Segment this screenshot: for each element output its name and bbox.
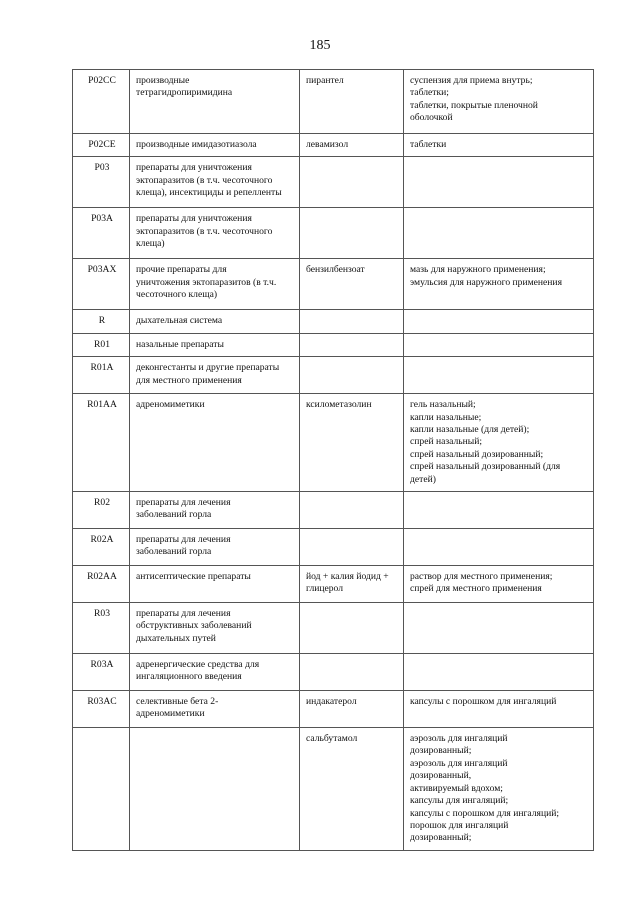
group-name-cell: препараты для лечения обструктивных заболеваний дыхательных путей (130, 603, 300, 654)
group-name-cell: назальные препараты (130, 333, 300, 356)
group-name-cell: производные тетрагидропиримидина (130, 70, 300, 134)
table-row (73, 566, 594, 603)
atc-code-cell: R02 (73, 492, 130, 529)
table-row (73, 310, 594, 333)
table-row (73, 357, 594, 394)
dosage-forms-cell (404, 333, 594, 356)
dosage-forms-cell (404, 157, 594, 208)
drug-name-cell (300, 157, 404, 208)
table-row (73, 603, 594, 654)
group-name-cell: деконгестанты и другие препараты для местного применения (130, 357, 300, 394)
atc-code-cell: P03A (73, 208, 130, 259)
dosage-forms-cell (404, 492, 594, 529)
dosage-forms-cell: гель назальный; капли назальные; капли назальные (для детей); спрей назальный; спрей назальный дозированный; спрей назальный дозированный (для детей) (404, 394, 594, 492)
table-body (73, 70, 594, 851)
drug-name-cell (300, 603, 404, 654)
dosage-forms-cell: раствор для местного применения; спрей для местного применения (404, 566, 594, 603)
drug-name-cell: сальбутамол (300, 728, 404, 851)
dosage-forms-cell: таблетки (404, 134, 594, 157)
table-row (73, 157, 594, 208)
atc-code-cell: R03 (73, 603, 130, 654)
drug-name-cell (300, 654, 404, 691)
group-name-cell: дыхательная система (130, 310, 300, 333)
drug-name-cell (300, 208, 404, 259)
dosage-forms-cell: капсулы с порошком для ингаляций (404, 691, 594, 728)
group-name-cell: адренергические средства для ингаляционного введения (130, 654, 300, 691)
atc-code-cell: R03AC (73, 691, 130, 728)
group-name-cell: препараты для лечения заболеваний горла (130, 492, 300, 529)
drug-name-cell (300, 357, 404, 394)
atc-code-cell: R03A (73, 654, 130, 691)
dosage-forms-cell (404, 654, 594, 691)
atc-code-cell: R02A (73, 529, 130, 566)
drug-name-cell: ксилометазолин (300, 394, 404, 492)
table-row (73, 529, 594, 566)
table-row (73, 208, 594, 259)
dosage-forms-cell (404, 208, 594, 259)
atc-code-cell: P03AX (73, 259, 130, 310)
atc-code-cell: R (73, 310, 130, 333)
drug-name-cell (300, 310, 404, 333)
atc-code-cell: P03 (73, 157, 130, 208)
group-name-cell: препараты для уничтожения эктопаразитов (в т.ч. чесоточного клеща), инсектициды и репелленты (130, 157, 300, 208)
table-row (73, 492, 594, 529)
drug-name-cell (300, 529, 404, 566)
table-row (73, 259, 594, 310)
drug-name-cell: пирантел (300, 70, 404, 134)
table-row (73, 394, 594, 492)
table-row (73, 333, 594, 356)
group-name-cell: производные имидазотиазола (130, 134, 300, 157)
group-name-cell: препараты для уничтожения эктопаразитов (в т.ч. чесоточного клеща) (130, 208, 300, 259)
dosage-forms-cell: мазь для наружного применения; эмульсия для наружного применения (404, 259, 594, 310)
group-name-cell (130, 728, 300, 851)
atc-code-cell: P02CE (73, 134, 130, 157)
atc-code-cell: R01A (73, 357, 130, 394)
atc-code-cell (73, 728, 130, 851)
table-row (73, 134, 594, 157)
drug-name-cell: йод + калия йодид + глицерол (300, 566, 404, 603)
group-name-cell: препараты для лечения заболеваний горла (130, 529, 300, 566)
drug-name-cell: левамизол (300, 134, 404, 157)
drug-name-cell (300, 492, 404, 529)
table-row (73, 691, 594, 728)
drug-table (72, 69, 594, 851)
drug-name-cell (300, 333, 404, 356)
group-name-cell: антисептические препараты (130, 566, 300, 603)
atc-code-cell: R01 (73, 333, 130, 356)
drug-name-cell: бензилбензоат (300, 259, 404, 310)
group-name-cell: селективные бета 2- адреномиметики (130, 691, 300, 728)
group-name-cell: прочие препараты для уничтожения эктопаразитов (в т.ч. чесоточного клеща) (130, 259, 300, 310)
atc-code-cell: R02AA (73, 566, 130, 603)
dosage-forms-cell: суспензия для приема внутрь; таблетки; таблетки, покрытые пленочной оболочкой (404, 70, 594, 134)
atc-code-cell: R01AA (73, 394, 130, 492)
atc-code-cell: P02CC (73, 70, 130, 134)
table-row (73, 654, 594, 691)
group-name-cell: адреномиметики (130, 394, 300, 492)
drug-name-cell: индакатерол (300, 691, 404, 728)
dosage-forms-cell (404, 310, 594, 333)
dosage-forms-cell: аэрозоль для ингаляций дозированный; аэрозоль для ингаляций дозированный, активируемый вдохом; капсулы для ингаляций; капсулы с порошком для ингаляций; порошок для ингаляций дозированный; (404, 728, 594, 851)
dosage-forms-cell (404, 357, 594, 394)
dosage-forms-cell (404, 529, 594, 566)
table-row (73, 70, 594, 134)
table-row (73, 728, 594, 851)
dosage-forms-cell (404, 603, 594, 654)
page-number: 185 (309, 38, 331, 53)
